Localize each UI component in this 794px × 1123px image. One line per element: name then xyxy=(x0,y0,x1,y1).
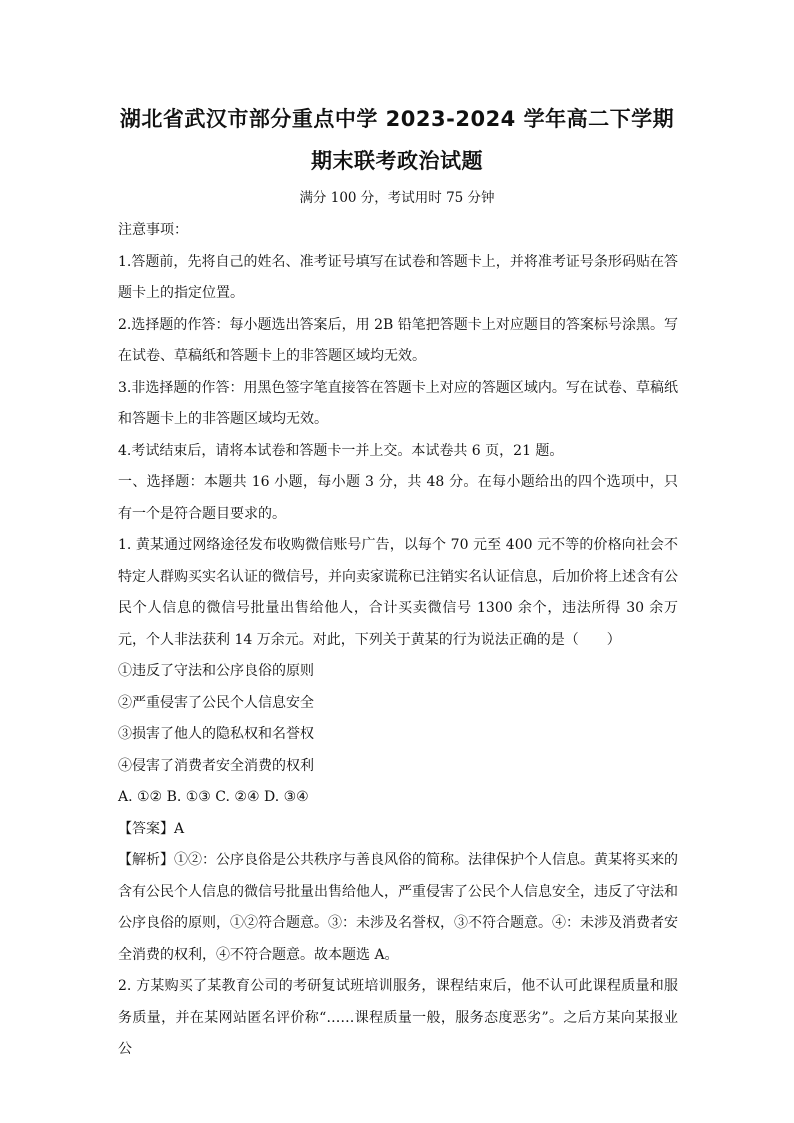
question-option: ②严重侵害了公民个人信息安全 xyxy=(118,694,314,711)
notice-item: 1.答题前，先将自己的姓名、准考证号填写在试卷和答题卡上，并将准考证号条形码贴在答题卡上的指定位置。 xyxy=(118,253,678,301)
question-choices: A. ①② B. ①③ C. ②④ D. ③④ xyxy=(118,789,309,805)
notice-item: 4.考试结束后，请将本试卷和答题卡一并上交。本试卷共 6 页，21 题。 xyxy=(118,442,564,459)
analysis: 【解析】①②：公序良俗是公共秩序与善良风俗的简称。法律保护个人信息。黄某将买来的含有公民个人信息的微信号批量出售给他人，严重侵害了公民个人信息安全，违反了守法和公序良俗的原则，①②符合题意。③：未涉及名誉权，③不符合题意。④：未涉及消费者安全消费的权利，④不符合题意。故本题选 A。 xyxy=(118,852,678,963)
question-stem: 1. 黄某通过网络途径发布收购微信账号广告，以每个 70 元至 400 元不等的价格向社会不特定人群购买实名认证的微信号，并向卖家谎称已注销实名认证信息，后加价将上述含有公民个人信息的微信号批量出售给他人，合计买卖微信号 1300 余个，违法所得 30 余万元，个人非法获利 14 万余元。对此，下列关于黄某的行为说法正确的是（ ） xyxy=(118,537,678,648)
answer: 【答案】A xyxy=(118,820,185,837)
page-subtitle-title: 期末联考政治试题 xyxy=(311,149,483,173)
notice-item: 2.选择题的作答：每小题选出答案后，用 2B 铅笔把答题卡上对应题目的答案标号涂黑。写在试卷、草稿纸和答题卡上的非答题区域均无效。 xyxy=(118,316,678,364)
document-body xyxy=(118,215,678,1066)
notice-heading: 注意事项： xyxy=(118,222,188,238)
page-title: 湖北省武汉市部分重点中学 2023-2024 学年高二下学期 xyxy=(119,107,675,131)
question-option: ①违反了守法和公序良俗的原则 xyxy=(118,663,314,679)
question-stem: 2. 方某购买了某教育公司的考研复试班培训服务，课程结束后，他不认可此课程质量和服务质量，并在某网站匿名评价称“……课程质量一般，服务态度恶劣”。之后方某向某报业公 xyxy=(118,978,678,1057)
notice-item: 3.非选择题的作答：用黑色签字笔直接答在答题卡上对应的答题区域内。写在试卷、草稿纸和答题卡上的非答题区域均无效。 xyxy=(118,379,678,427)
question-option: ③损害了他人的隐私权和名誉权 xyxy=(118,726,314,742)
section-heading: 一、选择题：本题共 16 小题，每小题 3 分，共 48 分。在每小题给出的四个选项中，只有一个是符合题目要求的。 xyxy=(118,474,678,522)
question-option: ④侵害了消费者安全消费的权利 xyxy=(118,757,314,774)
exam-info: 满分 100 分，考试用时 75 分钟 xyxy=(299,190,495,206)
